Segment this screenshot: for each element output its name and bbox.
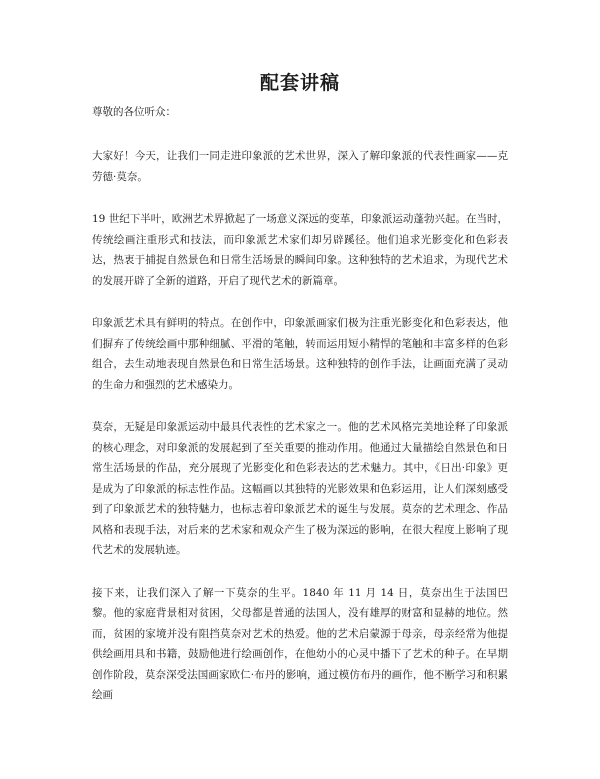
paragraph-background: 19 世纪下半叶，欧洲艺术界掀起了一场意义深远的变革，印象派运动蓬勃兴起。在当时，传统绘画注重形式和技法，而印象派艺术家们却另辟蹊径。他们追求光影变化和色彩表达，热衷于捕捉自然景色和日常生活场景的瞬间印象。这种独特的艺术追求，为现代艺术的发展开辟了全新的道路，开启了现代艺术的新篇章。 xyxy=(92,213,508,287)
paragraph-intro: 大家好！今天，让我们一同走进印象派的艺术世界，深入了解印象派的代表性画家——克劳德·莫奈。 xyxy=(92,150,508,183)
document-title: 配套讲稿 xyxy=(259,72,340,94)
paragraph-characteristics: 印象派艺术具有鲜明的特点。在创作中，印象派画家们极为注重光影变化和色彩表达，他们摒弃了传统绘画中那种细腻、平滑的笔触，转而运用短小精悍的笔触和丰富多样的色彩组合，去生动地表现自然景色和日常生活场景。这种独特的创作手法，让画面充满了灵动的生命力和强烈的艺术感染力。 xyxy=(92,317,508,391)
salutation: 尊敬的各位听众： xyxy=(92,106,176,118)
paragraph-monet: 莫奈，无疑是印象派运动中最具代表性的艺术家之一。他的艺术风格完美地诠释了印象派的核心理念，对印象派的发展起到了至关重要的推动作用。他通过大量描绘自然景色和日常生活场景的作品，充分展现了光影变化和色彩表达的艺术魅力。其中，《日出·印象》更是成为了印象派的标志性作品。这幅画以其独特的光影效果和色彩运用，让人们深刻感受到了印象派艺术的独特魅力，也标志着印象派艺术的诞生与发展。莫奈的艺术理念、作品风格和表现手法，对后来的艺术家和观众产生了极为深远的影响，在很大程度上影响了现代艺术的发展轨迹。 xyxy=(92,421,508,556)
paragraph-biography: 接下来，让我们深入了解一下莫奈的生平。1840 年 11 月 14 日，莫奈出生于法国巴黎。他的家庭背景相对贫困，父母都是普通的法国人，没有雄厚的财富和显赫的地位。然而，贫困的家境并没有阻挡莫奈对艺术的热爱。他的艺术启蒙源于母亲，母亲经常为他提供绘画用具和书籍，鼓励他进行绘画创作，在他幼小的心灵中播下了艺术的种子。在早期创作阶段，莫奈深受法国画家欧仁·布丹的影响，通过模仿布丹的画作，他不断学习和积累绘画 xyxy=(92,586,508,701)
